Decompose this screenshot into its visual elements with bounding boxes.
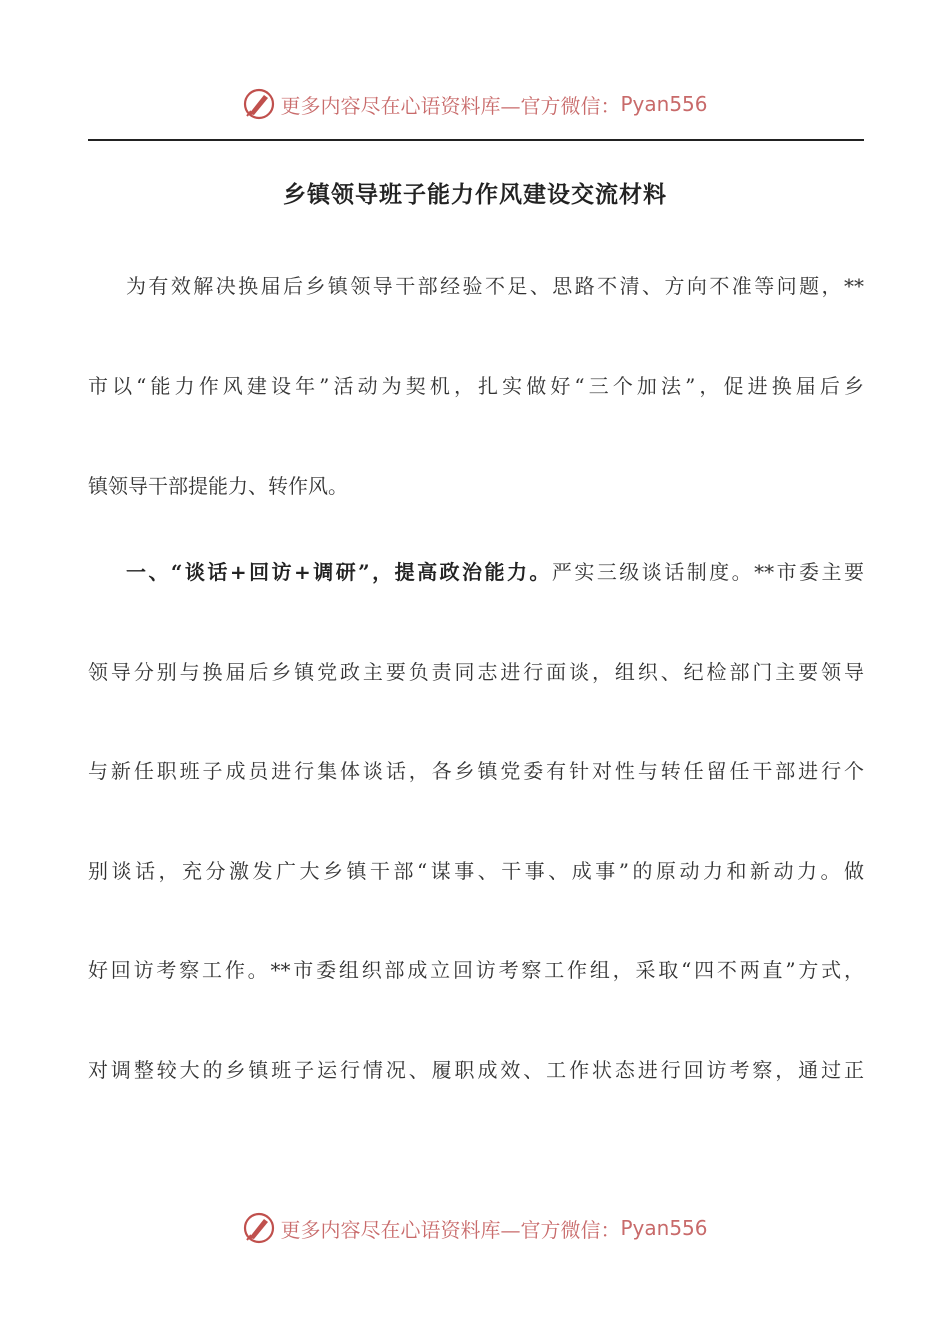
- document-title: 乡镇领导班子能力作风建设交流材料: [283, 181, 667, 208]
- paragraph-line: 别谈话，充分激发广大乡镇干部“谋事、干事、成事”的原动力和新动力。做: [88, 859, 864, 883]
- section-1-text: 严实三级谈话制度。**市委主要: [551, 560, 864, 584]
- paragraph-line: 好回访考察工作。**市委组织部成立回访考察工作组，采取“四不两直”方式，: [88, 958, 864, 982]
- paragraph-line: 为有效解决换届后乡镇领导干部经验不足、思路不清、方向不准等问题，**: [126, 274, 864, 298]
- quill-pen-circle-icon: [242, 87, 276, 121]
- paragraph-line: 对调整较大的乡镇班子运行情况、履职成效、工作状态进行回访考察，通过正: [88, 1058, 864, 1082]
- header-wechat-id: Pyan556: [620, 92, 708, 116]
- footer-wechat-label: 官方微信：: [520, 1217, 621, 1242]
- footer-wechat-id: Pyan556: [620, 1216, 708, 1240]
- header-slogan: 更多内容尽在心语资料库—: [280, 93, 521, 118]
- paragraph-line: 镇领导干部提能力、转作风。: [88, 474, 348, 498]
- paragraph-line: 市以“能力作风建设年”活动为契机，扎实做好“三个加法”，促进换届后乡: [88, 374, 864, 398]
- section-1-first-line: [126, 552, 864, 592]
- paragraph-line: 与新任职班子成员进行集体谈话，各乡镇党委有针对性与转任留任干部进行个: [88, 759, 864, 783]
- footer-slogan: 更多内容尽在心语资料库—: [280, 1217, 521, 1242]
- section-1-heading: 一、“谈话+回访+调研”，提高政治能力。: [126, 560, 552, 584]
- header-divider: [88, 139, 864, 141]
- header-wechat-label: 官方微信：: [520, 93, 621, 118]
- quill-pen-circle-icon: [242, 1211, 276, 1245]
- paragraph-line: 领导分别与换届后乡镇党政主要负责同志进行面谈，组织、纪检部门主要领导: [88, 660, 864, 684]
- footer-banner: [0, 1208, 950, 1248]
- header-banner: [0, 84, 950, 124]
